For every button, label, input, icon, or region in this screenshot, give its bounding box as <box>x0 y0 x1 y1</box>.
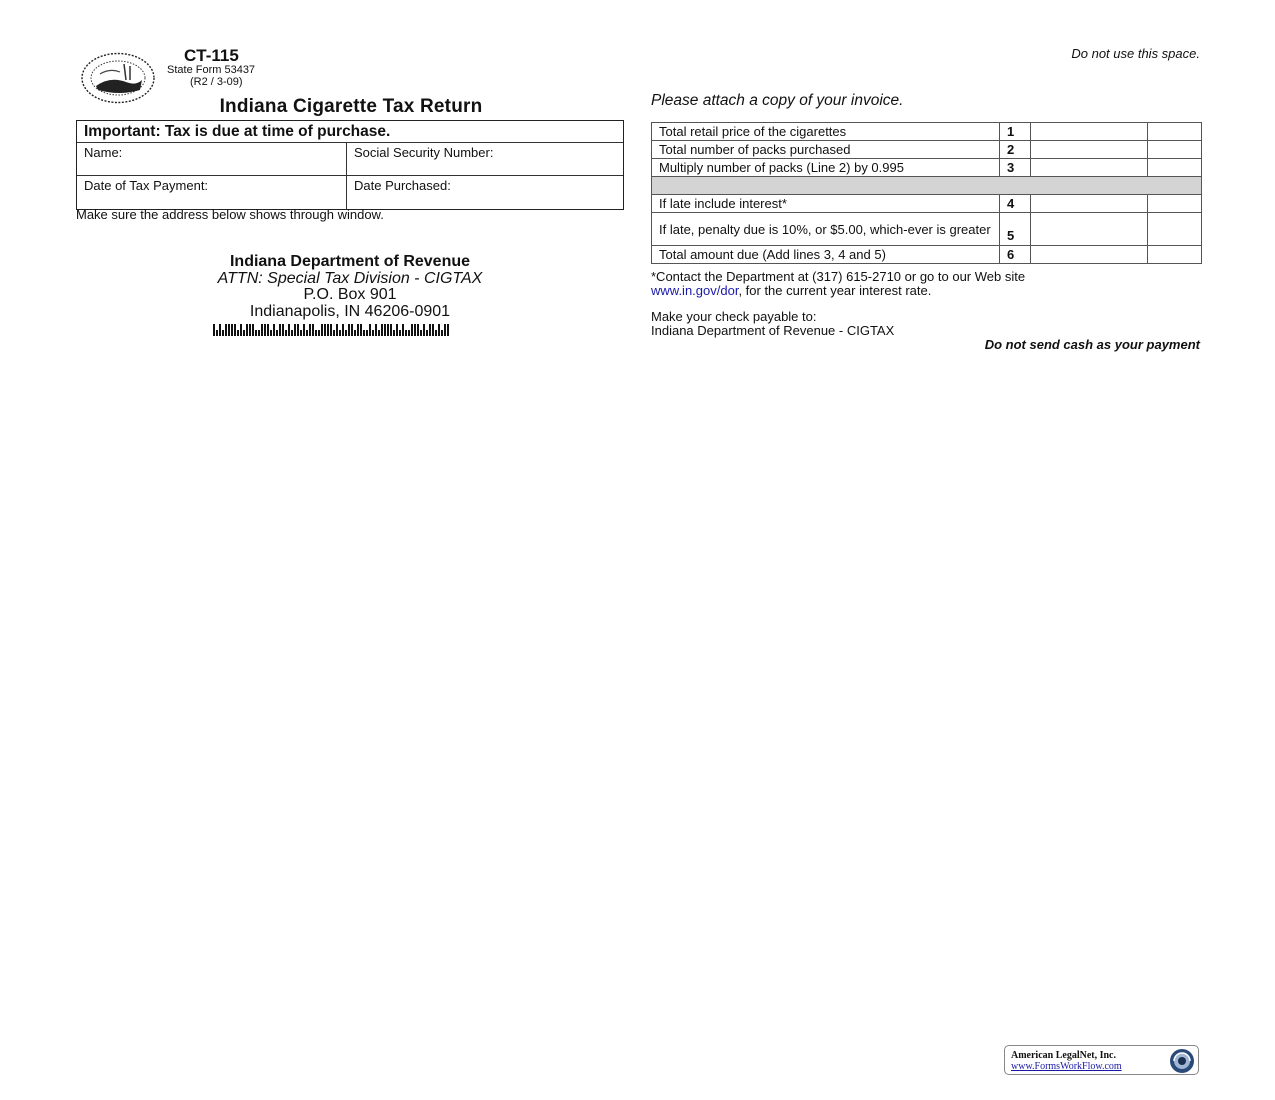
name-field[interactable] <box>77 143 347 175</box>
footnote-line-2 <box>651 284 1211 298</box>
line-6-dollars-input[interactable] <box>1031 246 1148 264</box>
form-id: CT-115 <box>184 46 239 65</box>
date-purchased-field[interactable] <box>347 176 623 209</box>
page-title: Indiana Cigarette Tax Return <box>219 96 483 117</box>
footnote-text: *Contact the Department at (317) 615-2710 or go to our Web site <box>651 269 1026 284</box>
badge-url-link[interactable]: www.FormsWorkFlow.com <box>1011 1061 1122 1072</box>
line-label: If late include interest* <box>652 195 1000 213</box>
table-row <box>652 123 1202 141</box>
line-4-cents-input[interactable] <box>1148 195 1202 213</box>
line-5-cents-input[interactable] <box>1148 213 1202 246</box>
interest-footnote <box>651 270 1211 298</box>
address-window-note: Make sure the address below shows through window. <box>76 207 384 222</box>
date-of-tax-payment-field[interactable] <box>77 176 347 209</box>
grey-separator <box>652 177 1202 195</box>
american-legalnet-badge[interactable] <box>1004 1045 1199 1075</box>
line-6-cents-input[interactable] <box>1148 246 1202 264</box>
info-row <box>77 176 623 209</box>
line-label: If late, penalty due is 10%, or $5.00, which-ever is greater <box>652 213 1000 246</box>
line-3-cents-input[interactable] <box>1148 159 1202 177</box>
line-1-cents-input[interactable] <box>1148 123 1202 141</box>
line-number: 3 <box>1000 159 1031 177</box>
table-row <box>652 159 1202 177</box>
line-number: 1 <box>1000 123 1031 141</box>
address-department: Indiana Department of Revenue <box>229 253 471 270</box>
address-attn: ATTN: Special Tax Division - CIGTAX <box>217 269 483 287</box>
table-row <box>652 213 1202 246</box>
no-cash-warning: Do not send cash as your payment <box>984 337 1200 352</box>
ssn-label: Social Security Number: <box>354 145 494 160</box>
ssn-field[interactable] <box>347 143 623 175</box>
payable-to: Indiana Department of Revenue - CIGTAX <box>651 323 895 338</box>
name-label: Name: <box>84 145 123 160</box>
payable-label: Make your check payable to: <box>651 309 817 324</box>
line-number: 4 <box>1000 195 1031 213</box>
date-of-tax-payment-label: Date of Tax Payment: <box>84 178 209 193</box>
postal-barcode-icon <box>213 324 485 336</box>
line-5-dollars-input[interactable] <box>1031 213 1148 246</box>
globe-logo-icon <box>1169 1048 1195 1074</box>
taxpayer-info-box <box>76 120 624 210</box>
check-payable-block <box>651 310 894 338</box>
line-3-dollars-input[interactable] <box>1031 159 1148 177</box>
address-city-state-zip: Indianapolis, IN 46206-0901 <box>249 302 451 320</box>
line-label: Total number of packs purchased <box>652 141 1000 159</box>
dor-website-link[interactable]: www.in.gov/dor <box>651 283 739 298</box>
date-purchased-label: Date Purchased: <box>354 178 451 193</box>
table-row <box>652 246 1202 264</box>
attach-invoice-note: Please attach a copy of your invoice. <box>651 92 904 109</box>
line-1-dollars-input[interactable] <box>1031 123 1148 141</box>
table-separator-row <box>652 177 1202 195</box>
line-number: 6 <box>1000 246 1031 264</box>
state-form-number: State Form 53437 <box>167 64 256 76</box>
footnote-tail: , for the current year interest rate. <box>738 283 932 298</box>
line-number: 5 <box>1000 213 1031 246</box>
info-row <box>77 143 623 176</box>
mailing-address <box>140 254 560 320</box>
badge-company-name: American LegalNet, Inc. <box>1011 1050 1116 1061</box>
line-2-dollars-input[interactable] <box>1031 141 1148 159</box>
form-revision: (R2 / 3-09) <box>190 76 243 88</box>
table-row <box>652 195 1202 213</box>
tax-calculation-table <box>651 122 1202 264</box>
line-label: Total retail price of the cigarettes <box>652 123 1000 141</box>
line-label: Multiply number of packs (Line 2) by 0.995 <box>652 159 1000 177</box>
table-row <box>652 141 1202 159</box>
line-label: Total amount due (Add lines 3, 4 and 5) <box>652 246 1000 264</box>
line-number: 2 <box>1000 141 1031 159</box>
line-2-cents-input[interactable] <box>1148 141 1202 159</box>
address-po-box: P.O. Box 901 <box>303 286 397 303</box>
do-not-use-note: Do not use this space. <box>1071 46 1200 61</box>
line-4-dollars-input[interactable] <box>1031 195 1148 213</box>
important-notice: Important: Tax is due at time of purchase. <box>77 121 623 143</box>
